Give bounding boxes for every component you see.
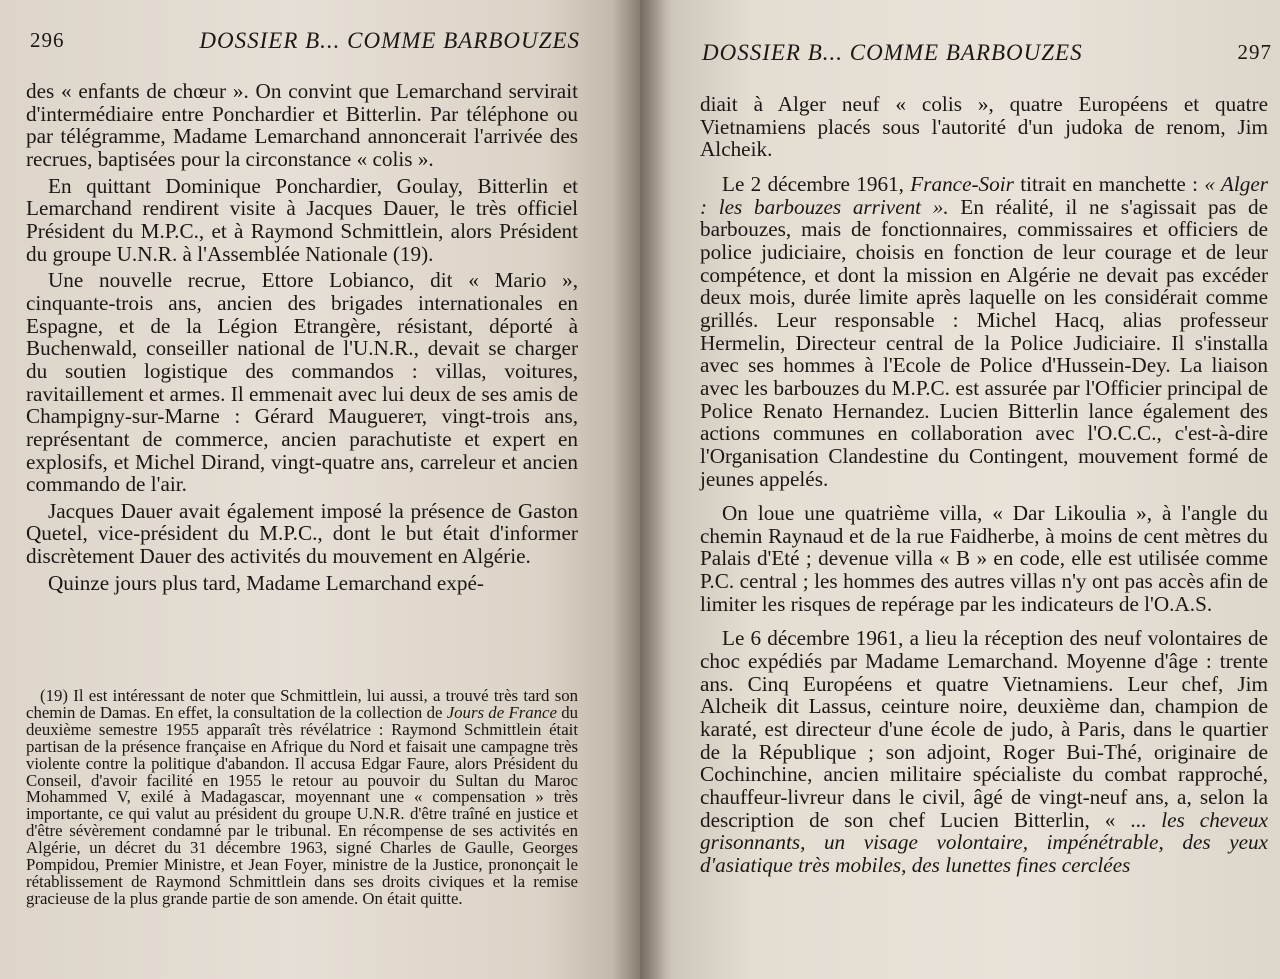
left-paragraph-3: Une nouvelle recrue, Ettore Lobianco, dit « Mario », cinquante-trois ans, ancien des brigades internationales en Espagne, et de la Légion Etrangère, résistant, déporté à Buchenwald, conseiller national de l'U.N.R., devait se charger du soutien logistique des commandos : villas, voitures, ravitaillement et armes. Il emmenait avec lui deux de ses amis de Champigny-sur-Marne : Gérard Mauguerет, vingt-trois ans, représentant de commerce, ancien parachutiste et expert en explosifs, et Michel Dirand, vingt-quatre ans, carreleur et ancien commando de l'air. [26,268,578,497]
right-page-body [700,93,1268,881]
footnote-text-a: (19) Il est intéressant de noter que Schmittlein, lui aussi, a trouvé très tard son chemin de Damas. En effet, la consultation de la collection de [26,686,578,722]
footnote-text-b: du deuxième semestre 1955 apparaît très révélatrice : Raymond Schmittlein était partisan de la présence française en Afrique du Nord et faisait une campagne très violente contre la politique d'abandon. Il accusa Edgar Faure, alors Président du Conseil, d'avoir facilité en 1955 le retour au pouvoir du Sultan du Maroc Mohammed V, exilé à Madagascar, moyennant une « compensation » très importante, ce qui valut au président du groupe U.N.R. d'être traîné en justice et d'être sévèrement condamné par le tribunal. En récompense de ses activités en Algérie, un décret du 31 décembre 1963, signé Charles de Gaulle, Georges Pompidou, Premier Ministre, et Jean Foyer, ministre de la Justice, prononçait le rétablissement de Raymond Schmittlein dans ses droits civiques et la remise gracieuse de la plus grande partie de son amende. On était quitte. [26,702,579,908]
left-running-title: DOSSIER B... COMME BARBOUZES [199,28,580,53]
p2-text-a: Le 2 décembre 1961, [722,171,911,196]
p2-text-c: En réalité, il ne s'agissait pas de barbouzes, mais de fonctionnaires, commissaires et officiers de police judiciaire, choisis en fonction de leur courage et de leur compétence, et dont la mission en Algérie ne devait pas excéder deux mois, durée limite après laquelle on les considérait comme grillés. Leur responsable : Michel Hacq, alias professeur Hermelin, Directeur central de la Police Judiciaire. Il s'installa avec ses hommes à l'Ecole de Police d'Hussein-Dey. La liaison avec les barbouzes du M.P.C. est assurée par l'Officier principal de Police Renato Hernandez. Lucien Bitterlin lance également des actions communes en collaboration avec l'O.C.C., c'est-à-dire l'Organisation Clandestine du Contingent, mouvement formé de jeunes appelés. [700,194,1268,491]
left-paragraph-1: des « enfants de chœur ». On convint que Lemarchand servirait d'intermédiaire entre Ponchardier et Bitterlin. Par téléphone ou par télégramme, Madame Lemarchand annoncerait l'arrivée des recrues, baptisées pour la circonstance « colis ». [26,79,578,171]
right-paragraph-2 [700,173,1268,490]
right-page-number: 297 [1237,40,1272,64]
footnote-magazine-title: Jours de France [446,702,557,722]
left-paragraph-4: Jacques Dauer avait également imposé la présence de Gaston Quetel, vice-président du M.P.C., dont le but était d'informer discrètement Dauer des activités du mouvement en Algérie. [26,498,578,569]
right-page [640,0,1280,979]
left-page-body [26,80,578,598]
newspaper-name: France-Soir [910,171,1014,196]
left-paragraph-2: En quittant Dominique Ponchardier, Goulay, Bitterlin et Lemarchand rendirent visite à Jacques Dauer, le très officiel Président du M.P.C., et à Raymond Schmittlein, alors Président du groupe U.N.R. à l'Assemblée Nationale (19). [26,173,578,266]
footnote-19 [26,688,578,908]
right-paragraph-1: diait à Alger neuf « colis », quatre Européens et quatre Vietnamiens placés sous l'autorité d'un judoka de renom, Jim Alcheik. [700,92,1268,162]
headline-quote: « Alger : les barbouzes arrivent ». [700,171,1268,219]
left-page-number: 296 [30,28,65,52]
p2-text-b: titrait en manchette : [1013,171,1205,196]
right-paragraph-3: On loue une quatrième villa, « Dar Likoulia », à l'angle du chemin Raynaud et de la rue Faidherbe, à moins de cent mètres du Palais d'Eté ; devenue villa « B » en code, elle est utilisée comme P.C. central ; les hommes des autres villas n'y ont pas accès afin de limiter les risques de repérage par les indicateurs de l'O.A.S. [700,501,1268,616]
right-paragraph-4 [700,627,1268,876]
quoted-description: les cheveux grisonnants, un visage volontaire, impénétrable, des yeux d'asiatique très mobiles, des lunettes fines cerclées [700,807,1268,877]
right-running-title: DOSSIER B... COMME BARBOUZES [702,40,1083,65]
p4-text-a: Le 6 décembre 1961, a lieu la réception des neuf volontaires de choc expédiés par Madame Lemarchand. Moyenne d'âge : trente ans. Cinq Européens et quatre Vietnamiens. Leur chef, Jim Alcheik dit Lassus, ceinture noire, deuxième dan, champion de karaté, est directeur d'une école de judo, à Paris, dans le quartier de la République ; son adjoint, Roger Bui-Thé, originaire de Cochinchine, ancien militaire spécialiste du combat rapproché, chauffeur-livreur dans le civil, âgé de vingt-neuf ans, a, selon la description de son chef Lucien Bitterlin, « ... [700,626,1268,832]
left-paragraph-5: Quinze jours plus tard, Madame Lemarchand expé- [48,570,484,595]
